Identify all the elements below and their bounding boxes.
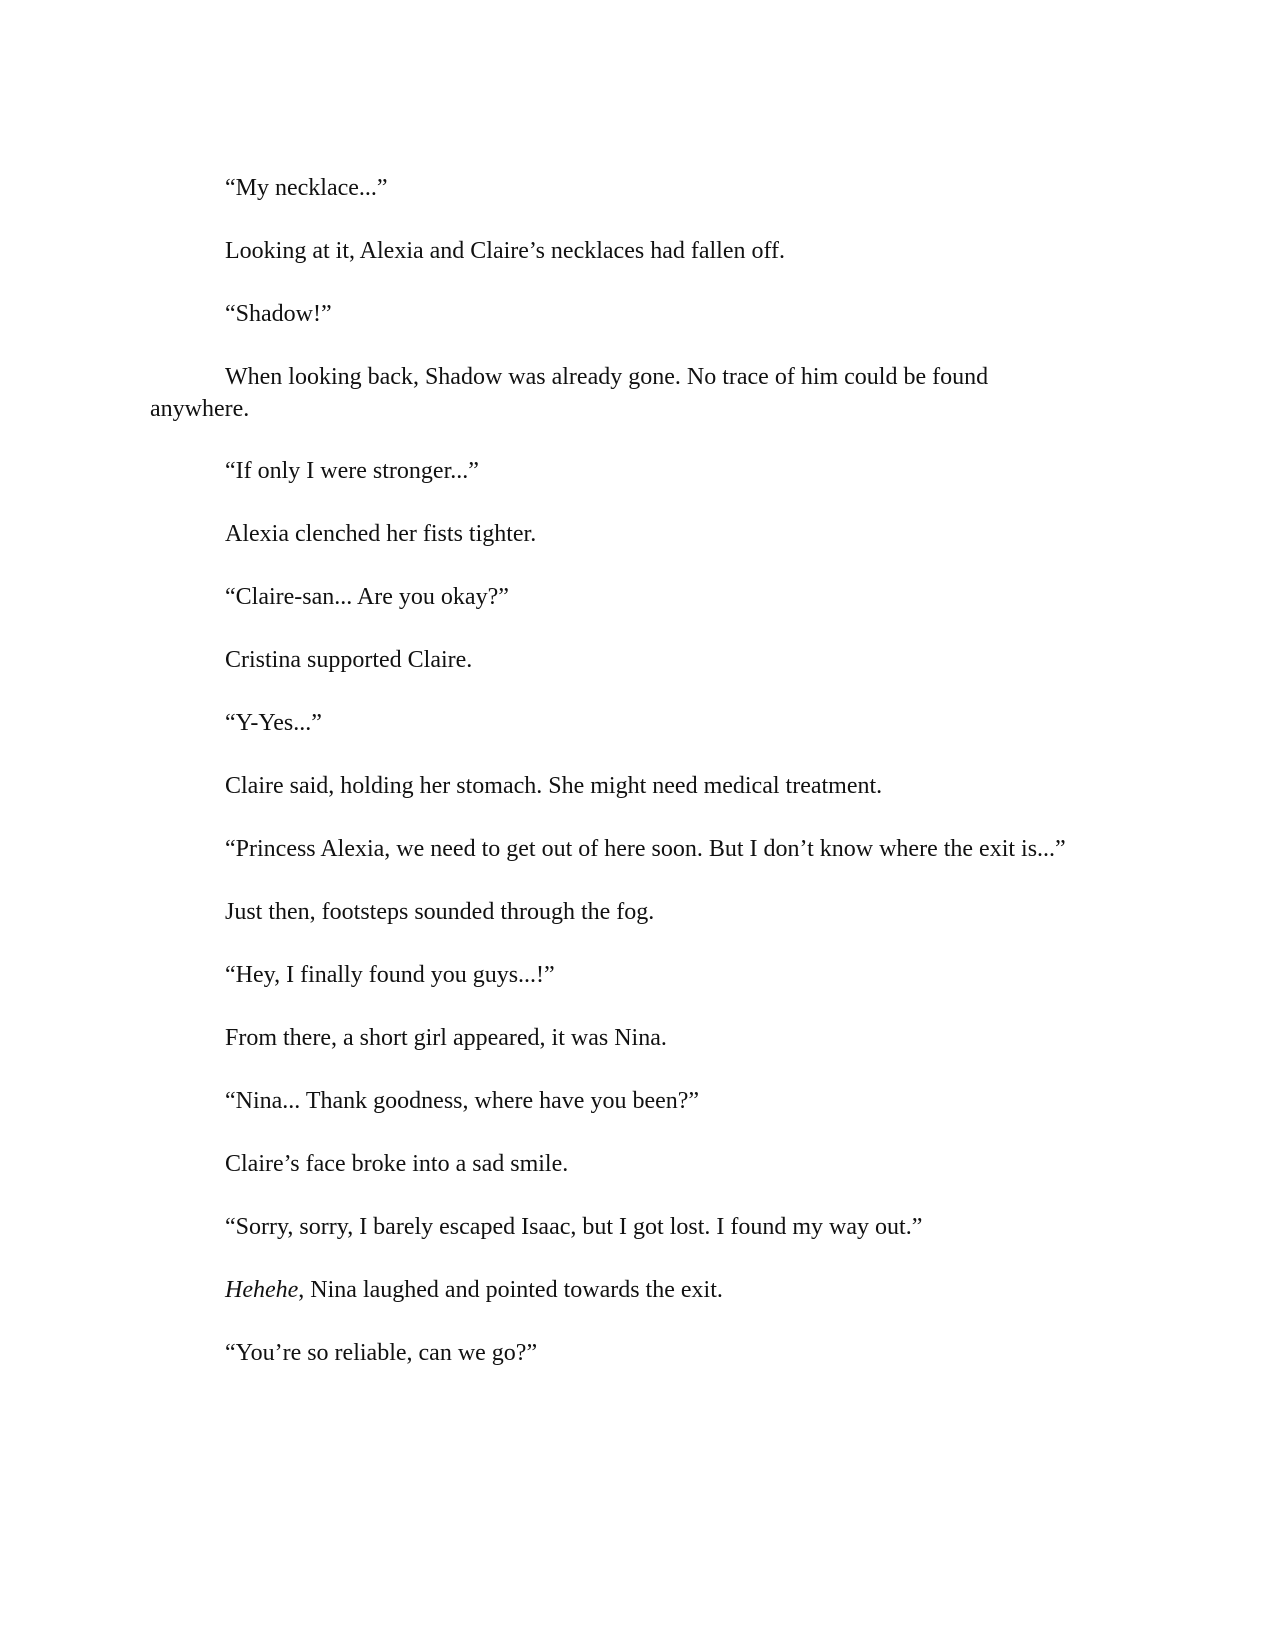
paragraph: “You’re so reliable, can we go?” [225,1340,538,1366]
paragraph: Just then, footsteps sounded through the fog. [225,899,655,925]
paragraph-line: anywhere. [150,396,250,422]
paragraph: “Nina... Thank goodness, where have you been?” [225,1088,700,1114]
paragraph: “Sorry, sorry, I barely escaped Isaac, but I got lost. I found my way out.” [225,1214,923,1240]
paragraph: Claire said, holding her stomach. She might need medical treatment. [225,773,883,799]
paragraph: “Shadow!” [225,301,332,327]
paragraph: “Hey, I finally found you guys...!” [225,962,555,988]
paragraph: Alexia clenched her fists tighter. [225,521,537,547]
paragraph: “Princess Alexia, we need to get out of here soon. But I don’t know where the exit is...” [225,836,1066,862]
paragraph: Claire’s face broke into a sad smile. [225,1151,569,1177]
paragraph [150,361,1110,425]
paragraph [150,1274,1110,1306]
paragraph: “My necklace...” [225,175,388,201]
paragraph: Looking at it, Alexia and Claire’s necklaces had fallen off. [225,238,786,264]
italic-sound-effect: Hehehe [225,1277,299,1303]
paragraph: “Y-Yes...” [225,710,322,736]
paragraph-line: When looking back, Shadow was already gone. No trace of him could be found [225,364,989,390]
paragraph: Cristina supported Claire. [225,647,473,673]
paragraph-rest: , Nina laughed and pointed towards the exit. [298,1277,723,1303]
paragraph: From there, a short girl appeared, it was Nina. [225,1025,667,1051]
paragraph: “If only I were stronger...” [225,458,479,484]
paragraph: “Claire-san... Are you okay?” [225,584,509,610]
